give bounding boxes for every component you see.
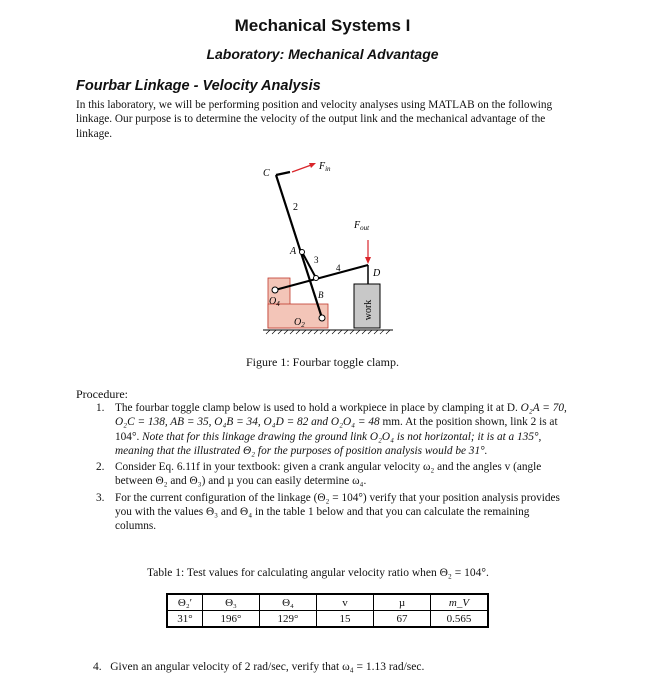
label-d: D xyxy=(373,268,381,279)
header-mu: µ xyxy=(374,594,431,611)
step-1 xyxy=(92,401,570,458)
label-link-4: 4 xyxy=(336,263,341,273)
label-c: C xyxy=(263,168,270,179)
pivot-o4 xyxy=(272,287,278,293)
label-o4: $O_4$ xyxy=(269,296,280,308)
table-title: Table 1: Test values for calculating angular velocity ratio when Θ₂ = 104°. xyxy=(147,567,489,579)
cell-mv: 0.565 xyxy=(431,611,489,628)
procedure-steps xyxy=(92,401,570,536)
step-1-text-after: mm. At the position shown, link 2 is at 104°. xyxy=(115,416,558,443)
label-link-2: 2 xyxy=(293,202,298,213)
header-v: v xyxy=(317,594,374,611)
label-b: B xyxy=(318,290,324,300)
link-2-handle xyxy=(276,172,290,175)
cell-theta3: 196° xyxy=(203,611,260,628)
step-2-number: 2. xyxy=(96,461,105,474)
cell-theta2: 31° xyxy=(167,611,203,628)
step-1-dimensions: O₂A = 70, O₂C = 138, AB = 35, O₄B = 34, O₄D = 82 and O₂O₄ = 48 xyxy=(115,402,567,429)
table-row xyxy=(167,611,488,628)
step-4-text: Given an angular velocity of 2 rad/sec, verify that ω₄ = 1.13 rad/sec. xyxy=(110,661,425,673)
step-2-text: Consider Eq. 6.11f in your textbook: given a crank angular velocity ω₂ and the angles v (angle between Θ₂ and Θ₃) and µ you can easily determine ω₄. xyxy=(115,461,542,488)
step-1-text: The fourbar toggle clamp below is used to hold a workpiece in place by clamping it at D. xyxy=(115,402,518,414)
step-1-note: Note that for this linkage drawing the ground link O₂O₄ is not horizontal; it is at a 135°, meaning that the illustrated Θ₂ for the purposes of position analysis would be 31°. xyxy=(115,430,542,457)
procedure-label: Procedure: xyxy=(76,387,128,401)
step-4 xyxy=(93,661,424,673)
f-out-arrowhead xyxy=(365,257,371,264)
cell-mu: 67 xyxy=(374,611,431,628)
label-f-in: $F_{in}$ xyxy=(319,161,331,173)
joint-b xyxy=(314,276,319,281)
step-3-text: For the current configuration of the linkage (Θ₂ = 104°) verify that your position analysis provides you with the values Θ₃ and Θ₄ in the table 1 below and that you can calculate the remaining columns. xyxy=(115,491,560,533)
step-2 xyxy=(92,460,570,489)
work-label: work xyxy=(363,299,374,321)
step-3 xyxy=(92,491,570,534)
figure-caption: Figure 1: Fourbar toggle clamp. xyxy=(246,355,399,369)
f-in-arrowhead xyxy=(309,163,316,168)
fourbar-clamp-figure xyxy=(258,160,428,350)
header-mv: m_V xyxy=(431,594,489,611)
pivot-o2 xyxy=(319,315,325,321)
test-values-table xyxy=(166,593,489,628)
document-title: Mechanical Systems I xyxy=(234,16,411,35)
label-link-3: 3 xyxy=(314,255,319,265)
label-a: A xyxy=(290,246,297,257)
section-heading: Fourbar Linkage - Velocity Analysis xyxy=(76,78,321,94)
step-1-number: 1. xyxy=(96,402,105,414)
document-subtitle: Laboratory: Mechanical Advantage xyxy=(206,46,439,62)
step-4-number: 4. xyxy=(93,661,102,673)
header-theta2: Θ₂′ xyxy=(167,594,203,611)
ground-hatching xyxy=(266,330,390,334)
header-theta4: Θ₄ xyxy=(260,594,317,611)
cell-theta4: 129° xyxy=(260,611,317,628)
table-header-row xyxy=(167,594,488,611)
label-o2: $O_2$ xyxy=(294,317,305,329)
cell-v: 15 xyxy=(317,611,374,628)
label-f-out: $F_{out}$ xyxy=(354,220,370,232)
header-theta3: Θ₃ xyxy=(203,594,260,611)
step-3-number: 3. xyxy=(96,491,105,504)
joint-a xyxy=(300,250,305,255)
intro-paragraph: In this laboratory, we will be performing position and velocity analyses using MATLAB on the following linkage. Our purpose is to determine the velocity of the output link and the mechanical advantage of the linkage. xyxy=(76,99,553,140)
